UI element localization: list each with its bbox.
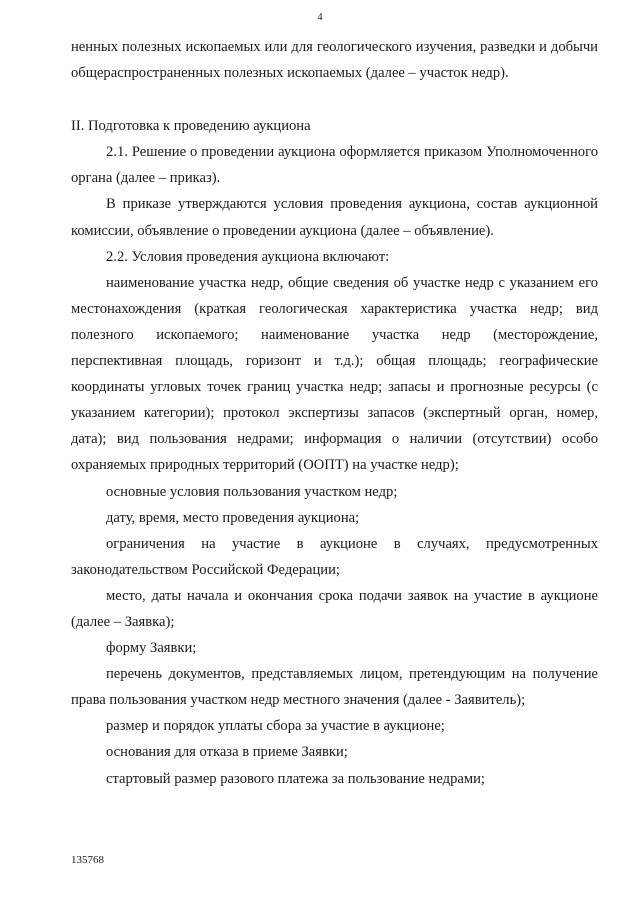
document-code: 135768 bbox=[71, 854, 104, 866]
paragraph: место, даты начала и окончания срока подачи заявок на участие в аукционе (далее – Заявка); bbox=[71, 587, 598, 630]
paragraph: основания для отказа в приеме Заявки; bbox=[106, 744, 348, 761]
paragraph: 2.1. Решение о проведении аукциона оформляется приказом Уполномоченного органа (далее – приказ). bbox=[71, 144, 598, 187]
paragraph: В приказе утверждаются условия проведения аукциона, состав аукционной комиссии, объявление о проведении аукциона (далее – объявление). bbox=[71, 196, 598, 239]
paragraph: основные условия пользования участком недр; bbox=[106, 483, 398, 500]
paragraph: размер и порядок уплаты сбора за участие в аукционе; bbox=[106, 718, 445, 735]
paragraph: перечень документов, представляемых лицом, претендующим на получение права пользования участком недр местного значения (далее - Заявитель); bbox=[71, 666, 598, 709]
paragraph: дату, время, место проведения аукциона; bbox=[106, 509, 360, 526]
document-body bbox=[71, 34, 598, 792]
paragraph: ограничения на участие в аукционе в случаях, предусмотренных законодательством Российской Федерации; bbox=[71, 535, 598, 578]
continuation-paragraph: ненных полезных ископаемых или для геологического изучения, разведки и добычи общераспространенных полезных ископаемых (далее – участок недр). bbox=[71, 39, 598, 82]
paragraph: наименование участка недр, общие сведения об участке недр с указанием его местонахождения (краткая геологическая характеристика участка недр; вид полезного ископаемого; наименование участка недр (месторождение, перспективная площадь, горизонт и т.д.); общая площадь; географические координаты угловых точек границ участка недр; запасы и прогнозные ресурсы (с указанием категории); протокол экспертизы запасов (экспертный орган, номер, дата); вид пользования недрами; информация о наличии (отсутствии) особо охраняемых природных территорий (ООПТ) на участке недр); bbox=[71, 274, 598, 474]
section-heading: II. Подготовка к проведению аукциона bbox=[71, 118, 311, 135]
paragraph: форму Заявки; bbox=[106, 640, 197, 657]
paragraph: стартовый размер разового платежа за пользование недрами; bbox=[106, 770, 485, 787]
page-number: 4 bbox=[317, 12, 323, 23]
paragraph: 2.2. Условия проведения аукциона включают: bbox=[106, 248, 390, 265]
